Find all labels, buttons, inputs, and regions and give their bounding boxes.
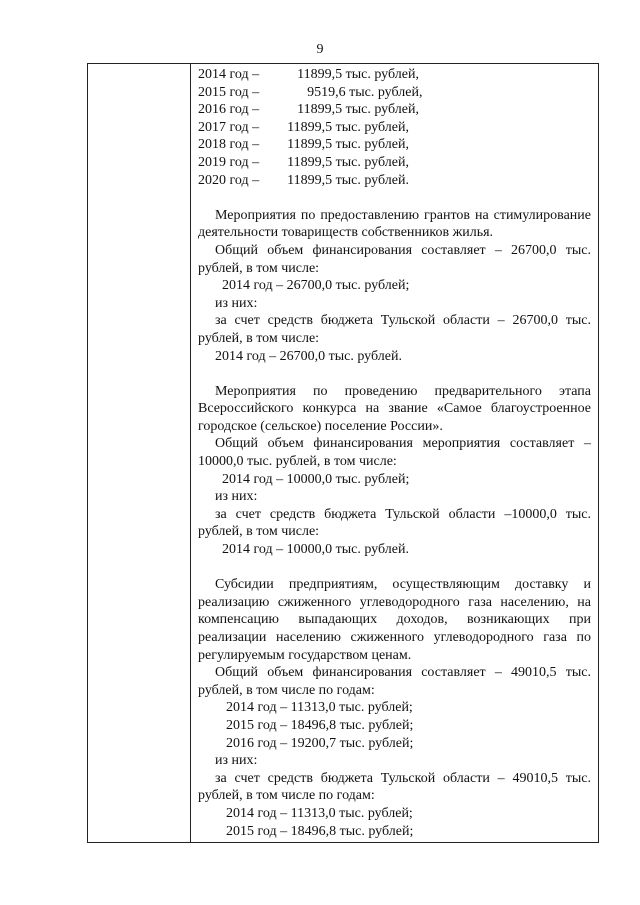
year-label: 2018 год – xyxy=(198,137,260,153)
column-divider xyxy=(190,63,191,842)
section-tsj-grants xyxy=(198,207,591,365)
year-line: 2014 год – 10000,0 тыс. рублей. xyxy=(222,542,409,558)
year-value: 9519,6 тыс. рублей, xyxy=(307,84,423,100)
content-column xyxy=(198,66,591,840)
year-line: 2016 год – 19200,7 тыс. рублей; xyxy=(226,735,414,751)
year-line: 2015 год – 18496,8 тыс. рублей; xyxy=(226,717,414,733)
section-title: Мероприятия по проведению предварительного этапа Всероссийского конкурса на звание «Самое благоустроенное городское (сельское) поселение России». xyxy=(198,383,591,434)
year-value: 11899,5 тыс. рублей, xyxy=(297,67,419,82)
total-funding: Общий объем финансирования составляет – 49010,5 тыс. рублей, в том числе по годам: xyxy=(198,665,591,698)
year-row xyxy=(198,66,591,84)
year-row xyxy=(198,154,591,172)
page-number: 9 xyxy=(316,42,324,57)
year-row xyxy=(198,136,591,154)
year-line: 2014 год – 11313,0 тыс. рублей; xyxy=(226,700,413,716)
budget-funding: за счет средств бюджета Тульской области – 26700,0 тыс. рублей, в том числе: xyxy=(198,313,591,346)
year-label: 2020 год – xyxy=(198,172,260,188)
of-them-label: из них: xyxy=(215,753,258,769)
year-label: 2016 год – xyxy=(198,102,260,118)
year-value: 11899,5 тыс. рублей, xyxy=(287,154,409,170)
year-value: 11899,5 тыс. рублей, xyxy=(287,137,409,153)
year-label: 2014 год – xyxy=(198,67,260,82)
year-value: 11899,5 тыс. рублей, xyxy=(287,119,409,135)
year-value: 11899,5 тыс. рублей, xyxy=(297,102,419,118)
section-title: Субсидии предприятиям, осуществляющим доставку и реализацию сжиженного углеводородного газа населению, на компенсацию выпадающих доходов, возникающих при реализации населению сжиженного углеводородного газа по регулируемым государством ценам. xyxy=(198,577,591,663)
table-bottom-border xyxy=(87,842,598,843)
year-line: 2014 год – 26700,0 тыс. рублей. xyxy=(215,348,402,364)
total-funding: Общий объем финансирования мероприятия составляет – 10000,0 тыс. рублей, в том числе: xyxy=(198,436,591,470)
year-line: 2014 год – 26700,0 тыс. рублей; xyxy=(222,278,410,294)
years-list xyxy=(198,66,591,189)
section-contest xyxy=(198,383,591,559)
year-row xyxy=(198,119,591,137)
total-funding: Общий объем финансирования составляет – 26700,0 тыс. рублей, в том числе: xyxy=(198,242,591,276)
budget-funding: за счет средств бюджета Тульской области – 49010,5 тыс. рублей, в том числе по годам: xyxy=(198,770,591,804)
year-line: 2014 год – 10000,0 тыс. рублей; xyxy=(222,471,410,487)
of-them-label: из них: xyxy=(215,489,258,505)
section-gas-subsidies xyxy=(198,576,591,840)
year-row xyxy=(198,172,591,190)
year-label: 2017 год – xyxy=(198,119,260,135)
year-row xyxy=(198,101,591,119)
budget-funding: за счет средств бюджета Тульской области –10000,0 тыс. рублей, в том числе: xyxy=(198,506,591,540)
year-line: 2014 год – 11313,0 тыс. рублей; xyxy=(226,805,413,821)
section-title: Мероприятия по предоставлению грантов на стимулирование деятельности товариществ собственников жилья. xyxy=(198,207,591,241)
year-label: 2015 год – xyxy=(198,84,260,100)
year-line: 2015 год – 18496,8 тыс. рублей; xyxy=(226,823,414,839)
of-them-label: из них: xyxy=(215,295,258,311)
year-value: 11899,5 тыс. рублей. xyxy=(287,172,409,188)
year-row xyxy=(198,84,591,102)
year-label: 2019 год – xyxy=(198,154,260,170)
